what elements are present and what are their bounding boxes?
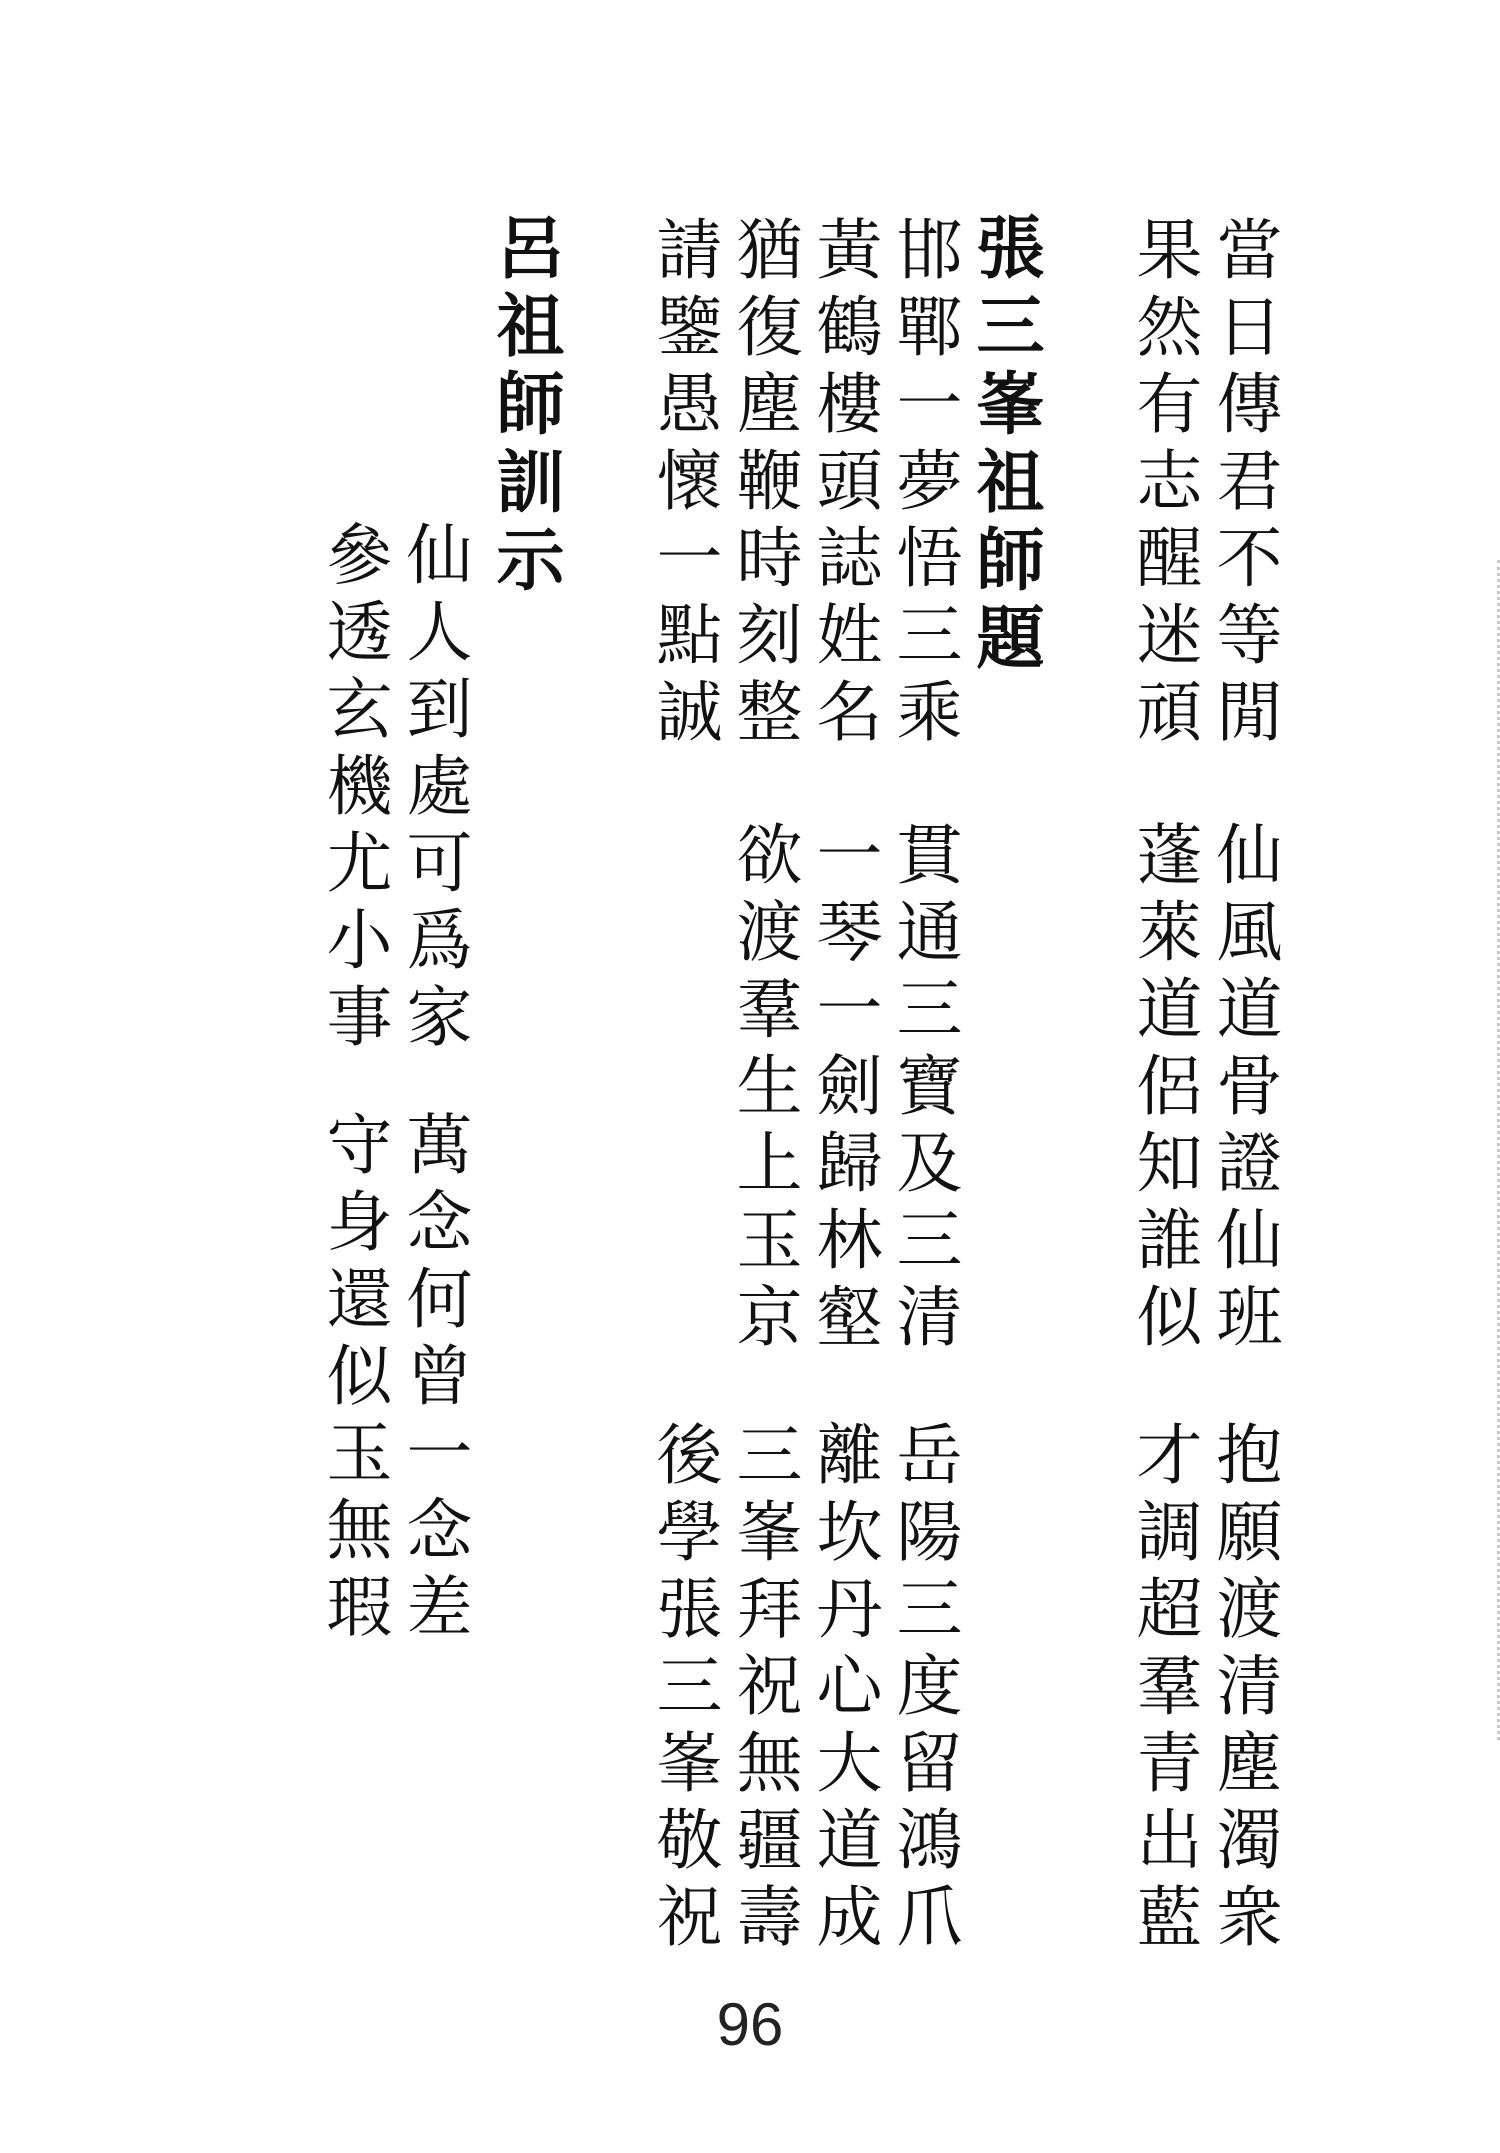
poem1-line-3: 仙風道骨證仙班 — [1205, 820, 1282, 1359]
poem2-line-7: 欲渡羣生上玉京 — [725, 820, 802, 1359]
poem2-line-9: 離坎丹心大道成 — [805, 1420, 882, 1959]
poem3-line-2: 參透玄機尤小事 — [315, 520, 392, 1059]
poem2-line-2: 黃鶴樓頭誌姓名 — [805, 215, 882, 754]
poem3-line-1: 仙人到處可爲家 — [395, 520, 472, 1059]
scan-edge-marks — [1491, 560, 1500, 1740]
poem3-line-3: 萬念何曾一念差 — [395, 1110, 472, 1649]
poem2-line-6: 一琴一劍歸林壑 — [805, 820, 882, 1359]
poem2-line-4: 請鑒愚懷一點誠 — [645, 215, 722, 754]
poem2-title: 張三峯祖師題 — [965, 212, 1044, 680]
poem2-line-10: 三峯拜祝無疆壽 — [725, 1420, 802, 1959]
poem1-line-4: 蓬萊道侶知誰似 — [1125, 820, 1202, 1359]
poem2-line-1: 邯鄲一夢悟三乘 — [885, 215, 962, 754]
poem1-line-5: 抱願渡清塵濁衆 — [1205, 1420, 1282, 1959]
poem3-line-4: 守身還似玉無瑕 — [315, 1110, 392, 1649]
poem2-line-5: 貫通三寶及三清 — [885, 820, 962, 1359]
poem3-title: 呂祖師訓示 — [485, 212, 564, 602]
page-number: 96 — [716, 1991, 784, 2058]
poem2-line-3: 猶復塵鞭時刻整 — [725, 215, 802, 754]
poem2-line-8: 岳陽三度留鴻爪 — [885, 1420, 962, 1959]
poem1-line-2: 果然有志醒迷頑 — [1125, 215, 1202, 754]
poem2-signature: 後學張三峯敬祝 — [645, 1420, 722, 1959]
poem1-line-6: 才調超羣青出藍 — [1125, 1420, 1202, 1959]
poem1-line-1: 當日傳君不等閒 — [1205, 215, 1282, 754]
